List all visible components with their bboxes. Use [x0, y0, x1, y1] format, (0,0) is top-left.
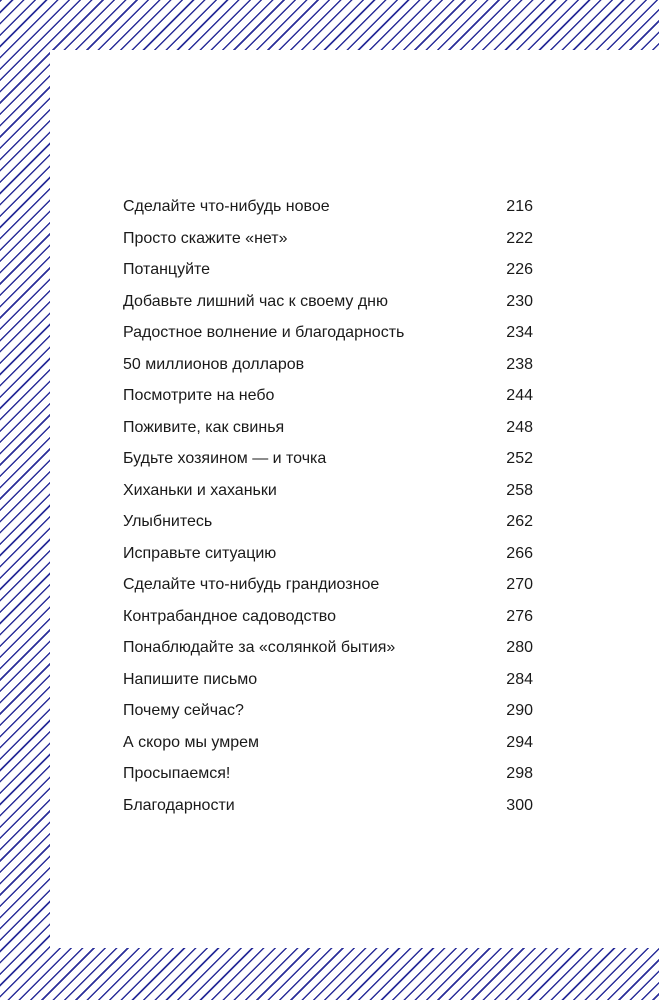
toc-entry-page-number: 284 — [506, 670, 533, 688]
toc-entry-title: Сделайте что-нибудь грандиозное — [123, 576, 380, 593]
book-page — [50, 50, 659, 948]
toc-entry — [123, 225, 533, 257]
toc-entry-page-number: 244 — [506, 387, 533, 404]
toc-entry-title: Поживите, как свинья — [123, 418, 285, 436]
toc-entry-page-number: 230 — [506, 292, 533, 310]
toc-entry-page-number: 238 — [506, 355, 533, 373]
toc-entry-title: Радостное волнение и благодарность — [123, 324, 405, 341]
toc-entry-title: Будьте хозяином — и точка — [123, 450, 327, 467]
toc-entry — [123, 540, 533, 572]
toc-entry-page-number: 216 — [506, 198, 533, 215]
toc-entry-title: Благодарности — [123, 796, 235, 814]
toc-entry-page-number: 290 — [506, 702, 533, 719]
toc-entry-title: Сделайте что-нибудь новое — [123, 198, 330, 215]
toc-entry-title: 50 миллионов долларов — [123, 355, 305, 373]
toc-entry-page-number: 258 — [506, 481, 533, 499]
toc-entry-title: Улыбнитесь — [123, 513, 213, 530]
toc-entry — [123, 697, 533, 729]
toc-entry-page-number: 262 — [506, 513, 533, 530]
toc-entry-page-number: 248 — [506, 418, 533, 436]
toc-entry-title: Почему сейчас? — [123, 702, 244, 719]
toc-entry-page-number: 294 — [506, 733, 533, 751]
toc-entry — [123, 603, 533, 635]
toc-entry — [123, 445, 533, 477]
toc-entry-page-number: 298 — [506, 765, 533, 782]
toc-entry-page-number: 280 — [506, 639, 533, 656]
toc-entry-title: Добавьте лишний час к своему дню — [123, 292, 388, 310]
toc-entry-page-number: 222 — [506, 229, 533, 247]
toc-entry-title: Напишите письмо — [123, 670, 258, 688]
toc-entry-title: Исправьте ситуацию — [123, 544, 277, 562]
toc-entry-page-number: 266 — [506, 544, 533, 562]
toc-entry-page-number: 276 — [506, 607, 533, 625]
toc-entry — [123, 508, 533, 540]
toc-entry-page-number: 270 — [506, 576, 533, 593]
toc-entry-title: Понаблюдайте за «солянкой бытия» — [123, 639, 396, 656]
toc-entry-page-number: 252 — [506, 450, 533, 467]
toc-entry-page-number: 300 — [506, 796, 533, 814]
toc-entry-title: Потанцуйте — [123, 261, 211, 278]
toc-entry-title: Просто скажите «нет» — [123, 229, 288, 247]
toc-entry-page-number: 226 — [506, 261, 533, 278]
toc-entry — [123, 256, 533, 288]
toc-entry — [123, 288, 533, 320]
table-of-contents — [123, 193, 533, 823]
toc-entry-title: Хиханьки и хаханьки — [123, 481, 277, 499]
toc-entry — [123, 351, 533, 383]
toc-entry — [123, 319, 533, 351]
toc-entry-title: Посмотрите на небо — [123, 387, 275, 404]
toc-entry — [123, 792, 533, 824]
toc-entry-title: Контрабандное садоводство — [123, 607, 337, 625]
toc-entry — [123, 382, 533, 414]
toc-entry — [123, 666, 533, 698]
toc-entry-title: А скоро мы умрем — [123, 733, 259, 751]
toc-entry-title: Просыпаемся! — [123, 765, 231, 782]
toc-entry — [123, 414, 533, 446]
toc-entry-page-number: 234 — [506, 324, 533, 341]
toc-entry — [123, 477, 533, 509]
toc-entry — [123, 571, 533, 603]
toc-entry — [123, 760, 533, 792]
toc-entry — [123, 729, 533, 761]
toc-entry — [123, 634, 533, 666]
toc-entry — [123, 193, 533, 225]
